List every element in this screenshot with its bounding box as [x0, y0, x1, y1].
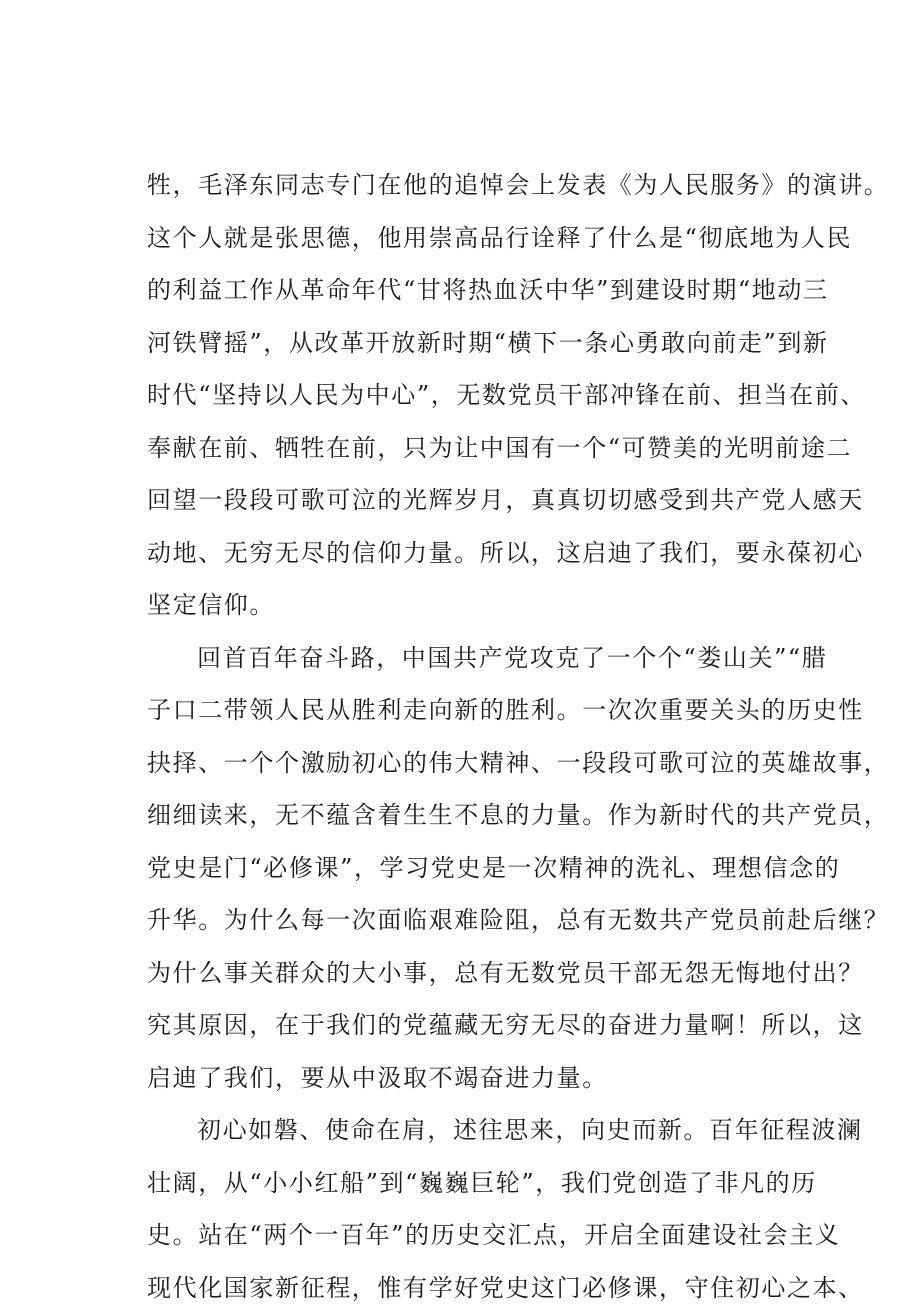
text-line: 抉择、一个个激励初心的伟大精神、一段段可歌可泣的英雄故事， — [147, 737, 807, 790]
text-line: 的利益工作从革命年代“甘将热血沃中华”到建设时期“地动三 — [147, 264, 807, 317]
text-line: 升华。为什么每一次面临艰难险阻，总有无数共产党员前赴后继？ — [147, 894, 807, 947]
document-body — [147, 159, 807, 1314]
text-line: 河铁臂摇”，从改革开放新时期“横下一条心勇敢向前走”到新 — [147, 317, 807, 370]
text-line: 奉献在前、牺牲在前，只为让中国有一个“可赞美的光明前途二 — [147, 422, 807, 475]
text-line: 现代化国家新征程，惟有学好党史这门必修课，守住初心之本、 — [147, 1262, 807, 1314]
text-line: 牲，毛泽东同志专门在他的追悼会上发表《为人民服务》的演讲。 — [147, 159, 807, 212]
text-line: 时代“坚持以人民为中心”，无数党员干部冲锋在前、担当在前、 — [147, 369, 807, 422]
text-line: 史。站在“两个一百年”的历史交汇点，开启全面建设社会主义 — [147, 1209, 807, 1262]
text-line: 为什么事关群众的大小事，总有无数党员干部无怨无悔地付出？ — [147, 947, 807, 1000]
text-line: 坚定信仰。 — [147, 579, 807, 632]
text-line: 壮阔，从“小小红船”到“巍巍巨轮”，我们党创造了非凡的历 — [147, 1157, 807, 1210]
text-line: 这个人就是张思德，他用崇高品行诠释了什么是“彻底地为人民 — [147, 212, 807, 265]
text-line: 党史是门“必修课”，学习党史是一次精神的洗礼、理想信念的 — [147, 842, 807, 895]
text-line: 究其原因，在于我们的党蕴藏无穷无尽的奋进力量啊！所以，这 — [147, 999, 807, 1052]
text-line: 动地、无穷无尽的信仰力量。所以，这启迪了我们，要永葆初心 — [147, 527, 807, 580]
paragraph-first-line: 回首百年奋斗路，中国共产党攻克了一个个“娄山关”“腊 — [147, 632, 807, 685]
text-line: 细细读来，无不蕴含着生生不息的力量。作为新时代的共产党员， — [147, 789, 807, 842]
paragraph-first-line: 初心如磐、使命在肩，述往思来，向史而新。百年征程波澜 — [147, 1104, 807, 1157]
text-line: 子口二带领人民从胜利走向新的胜利。一次次重要关头的历史性 — [147, 684, 807, 737]
text-line: 启迪了我们，要从中汲取不竭奋进力量。 — [147, 1052, 807, 1105]
text-line: 回望一段段可歌可泣的光辉岁月，真真切切感受到共产党人感天 — [147, 474, 807, 527]
